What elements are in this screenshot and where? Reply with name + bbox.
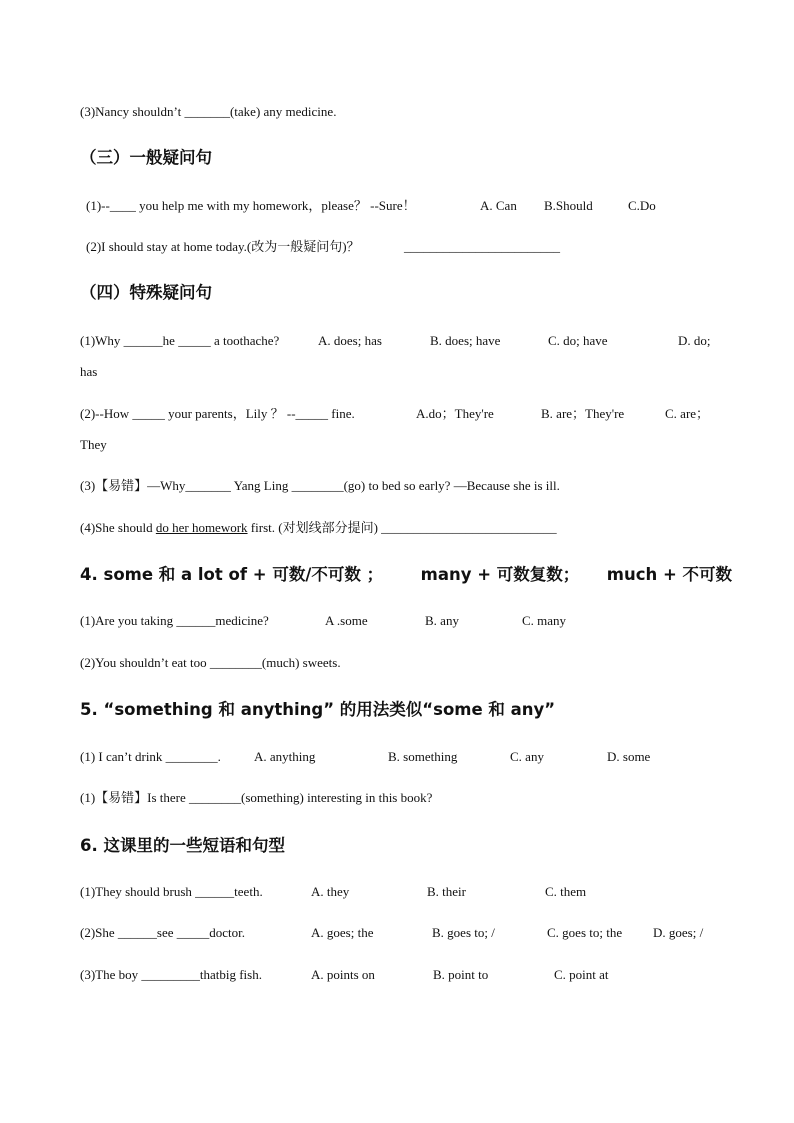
option-d-continued: has	[80, 364, 98, 379]
question-stem: (2)She ______see _____doctor.	[80, 925, 246, 940]
question-prefix: (4)She should	[80, 520, 156, 535]
question-stem: (3)The boy _________thatbig fish.	[80, 967, 262, 982]
question-text: (1)【易错】Is there ________(something) interesting in this book?	[80, 790, 433, 805]
heading-part-some: 4. some 和 a lot of + 可数/不可数 ；	[80, 565, 384, 584]
option-a: A. does; has	[318, 333, 382, 348]
option-d: D. goes; /	[653, 925, 704, 940]
option-c: C.Do	[628, 198, 656, 213]
question-stem: (2)--How _____ your parents，Lily ？ --_____ fine.	[80, 406, 355, 421]
option-b: B.Should	[544, 198, 593, 213]
option-c: C. any	[510, 749, 544, 764]
option-d: D. some	[607, 749, 651, 764]
option-a: A .some	[325, 613, 368, 628]
option-c: C. do; have	[548, 333, 608, 348]
option-b: B. something	[388, 749, 458, 764]
question-text: (3)Nancy shouldn’t _______(take) any medicine.	[80, 104, 337, 119]
question-stem: (1) I can’t drink ________.	[80, 749, 221, 764]
option-d: D. do;	[678, 333, 711, 348]
option-c: C. them	[545, 884, 587, 899]
option-b: B. does; have	[430, 333, 501, 348]
question-stem: (2)I should stay at home today.(改为一般疑问句)？	[86, 239, 360, 254]
option-c: C. many	[522, 613, 567, 628]
question-stem: (1)They should brush ______teeth.	[80, 884, 263, 899]
option-c-continued: They	[80, 437, 107, 452]
heading-part-much: much + 不可数	[606, 565, 733, 584]
section-title-some-many-much	[80, 565, 732, 585]
question-stem: (1)--____ you help me with my homework，please？ --Sure！	[86, 198, 416, 213]
section-title-phrases: 6. 这课里的一些短语和句型	[80, 836, 285, 855]
option-a: A. anything	[254, 749, 316, 764]
question-stem: (1)Are you taking ______medicine?	[80, 613, 269, 628]
question-text: (3)【易错】—Why_______ Yang Ling ________(go) to bed so early? —Because she is ill.	[80, 478, 560, 493]
option-a: A.do；They're	[416, 406, 494, 421]
option-b: B. are；They're	[541, 406, 625, 421]
question-text	[80, 520, 557, 536]
option-a: A. Can	[480, 198, 517, 213]
option-a: A. goes; the	[311, 925, 374, 940]
section-title-general-questions: （三）一般疑问句	[80, 148, 212, 167]
section-title-something-anything: 5. “something 和 anything” 的用法类似“some 和 any”	[80, 700, 556, 719]
option-b: B. any	[425, 613, 459, 628]
option-a: A. points on	[311, 967, 375, 982]
option-b: B. point to	[433, 967, 489, 982]
answer-blank: ________________________	[404, 239, 560, 254]
heading-part-many: many + 可数复数；	[420, 565, 580, 584]
option-b: B. goes to; /	[432, 925, 495, 940]
question-stem: (1)Why ______he _____ a toothache?	[80, 333, 280, 348]
option-b: B. their	[427, 884, 466, 899]
section-title-special-questions: （四）特殊疑问句	[80, 283, 212, 302]
option-c: C. point at	[554, 967, 609, 982]
option-c: C. are；	[665, 406, 710, 421]
underlined-phrase: do her homework	[155, 520, 248, 535]
option-a: A. they	[311, 884, 350, 899]
option-c: C. goes to; the	[547, 925, 623, 940]
question-suffix: first. (对划线部分提问) ___________________________	[247, 520, 557, 535]
question-text: (2)You shouldn’t eat too ________(much) sweets.	[80, 655, 341, 670]
